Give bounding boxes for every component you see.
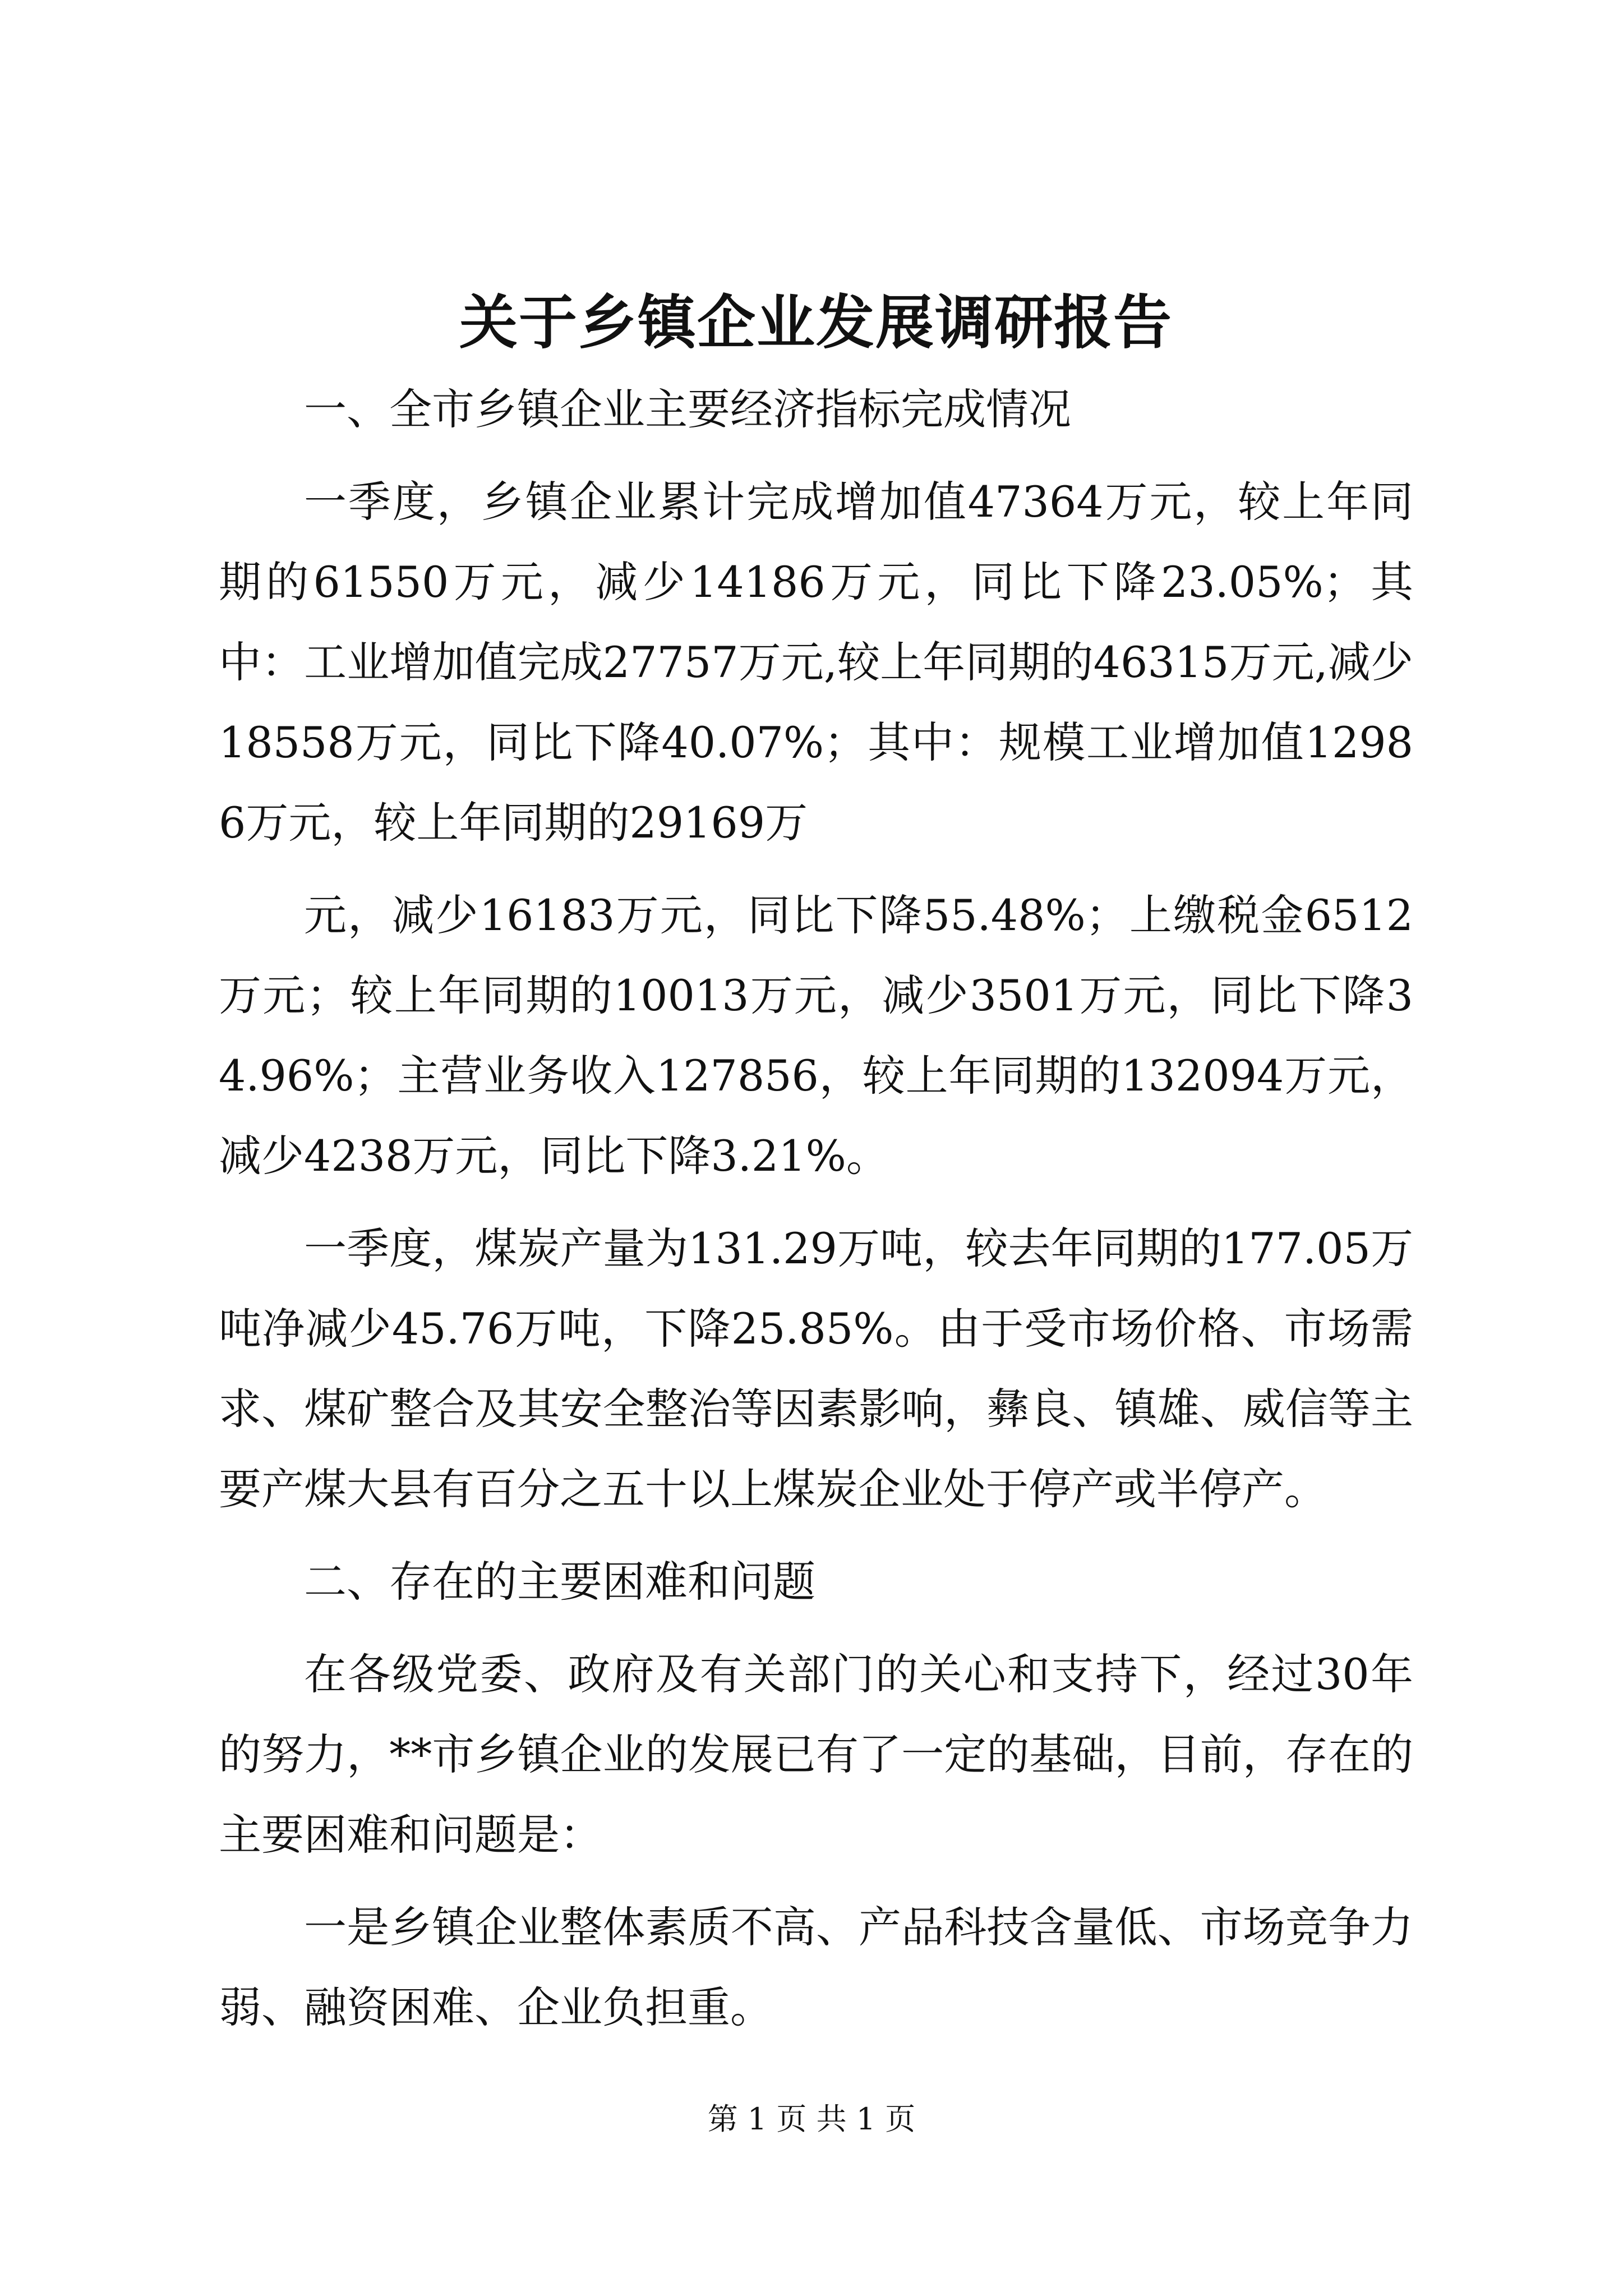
document-title: 关于乡镇企业发展调研报告 [459,288,1173,357]
section-heading-2: 二、存在的主要困难和问题 [304,1557,815,1607]
paragraph-3: 一季度，煤炭产量为131.29万吨，较去年同期的177.05万吨净减少45.76万吨，下降25.85%。由于受市场价格、市场需求、煤矿整合及其安全整治等因素影响，彝良、镇雄、威信等主要产煤大县有百分之五十以上煤炭企业处于停产或半停产。 [219,1223,1413,1514]
page-number-footer: 第 1 页 共 1 页 [707,2101,916,2137]
section-heading-1: 一、全市乡镇企业主要经济指标完成情况 [304,384,1071,434]
paragraph-1: 一季度，乡镇企业累计完成增加值47364万元，较上年同期的61550万元，减少14186万元，同比下降23.05%；其中：工业增加值完成27757万元,较上年同期的46315万元,减少18558万元，同比下降40.07%；其中：规模工业增加值12986万元，较上年同期的29169万 [219,477,1413,848]
document-body [219,280,1413,2060]
paragraph-2: 元，减少16183万元，同比下降55.48%；上缴税金6512万元；较上年同期的10013万元，减少3501万元，同比下降34.96%；主营业务收入127856，较上年同期的132094万元，减少4238万元，同比下降3.21%。 [219,890,1413,1181]
paragraph-4: 在各级党委、政府及有关部门的关心和支持下，经过30年的努力，**市乡镇企业的发展已有了一定的基础，目前，存在的主要困难和问题是： [219,1649,1413,1860]
paragraph-5: 一是乡镇企业整体素质不高、产品科技含量低、市场竞争力弱、融资困难、企业负担重。 [219,1902,1413,2032]
